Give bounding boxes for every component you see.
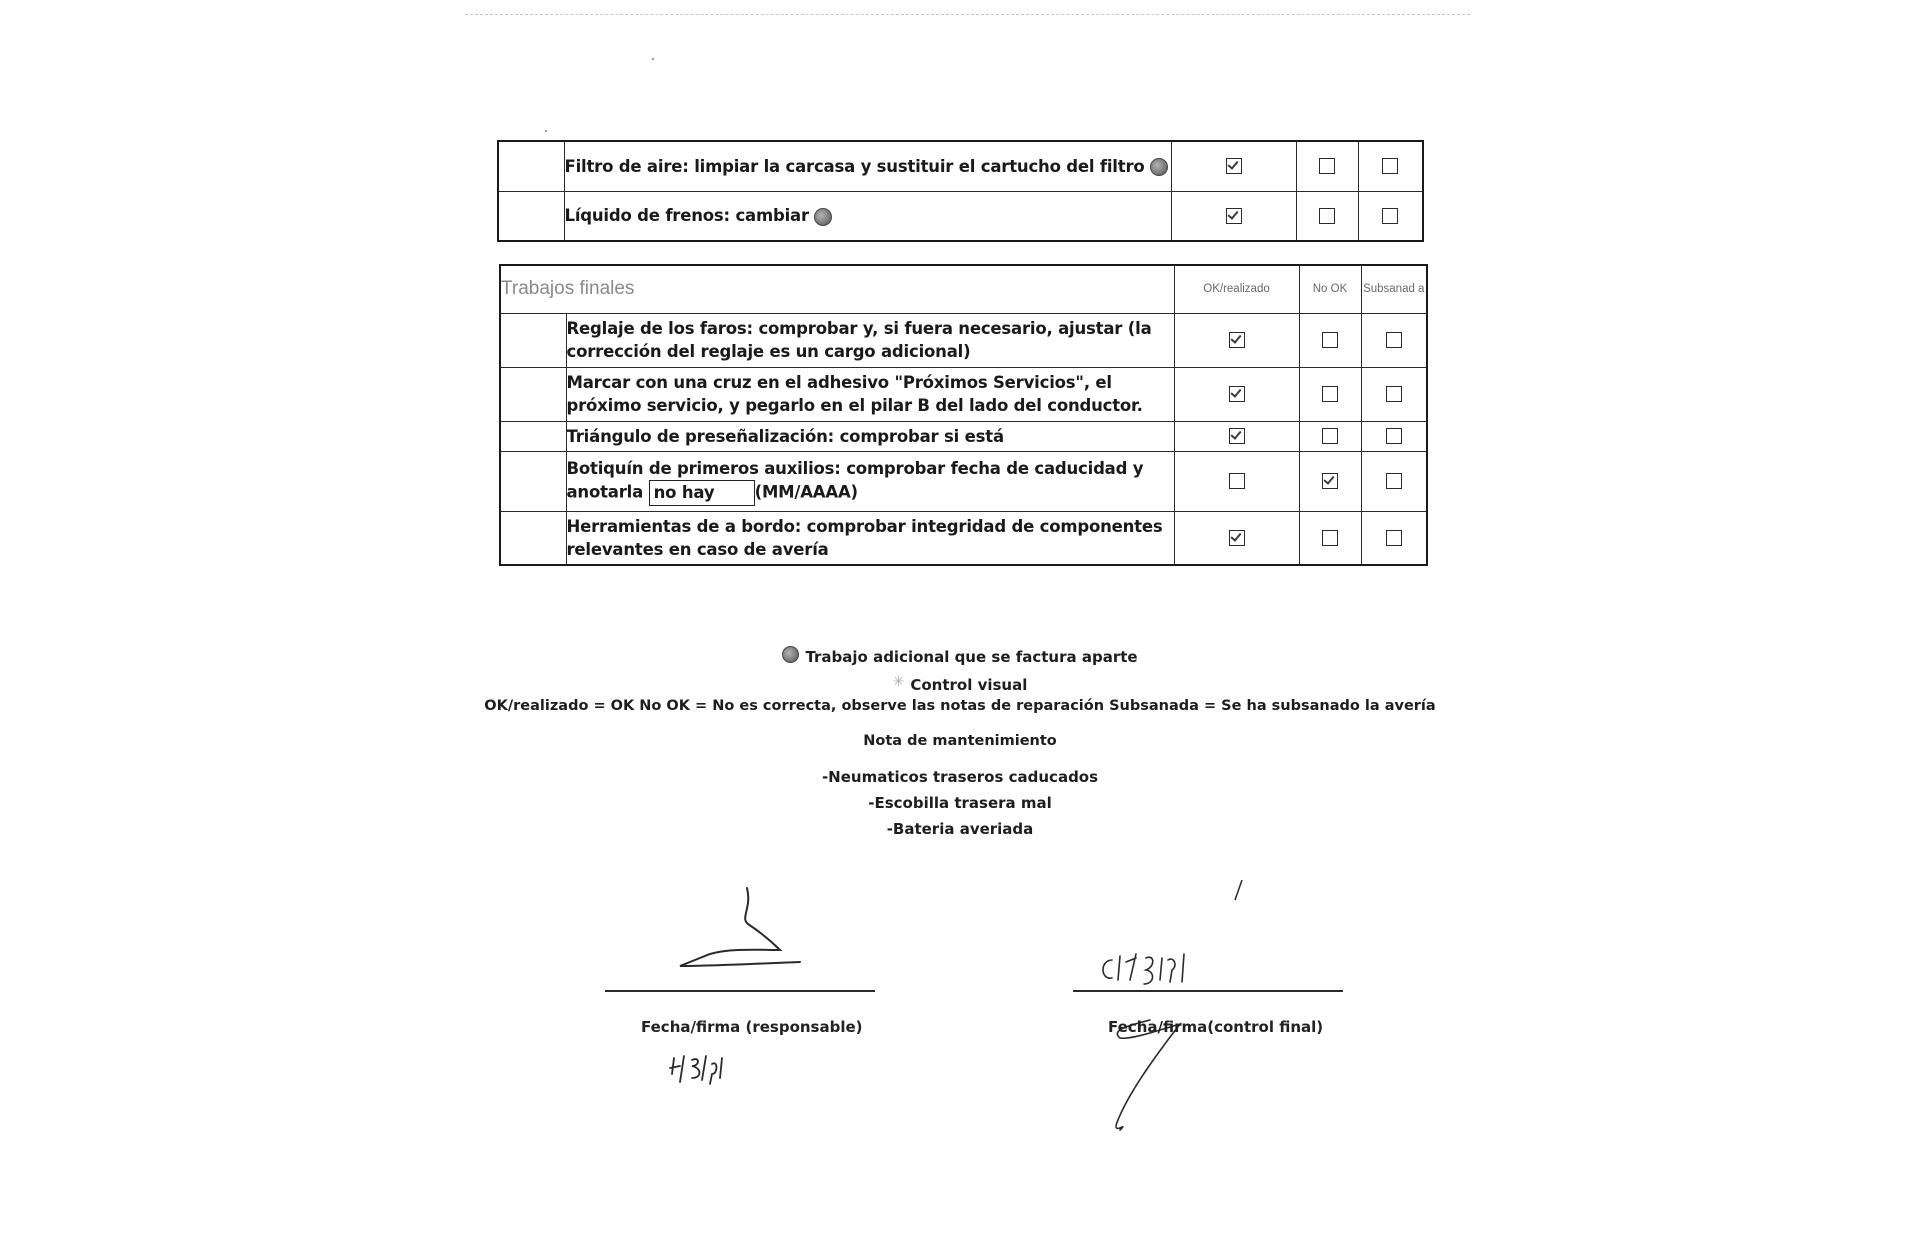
task-label: Botiquín de primeros auxilios: comprobar fecha de caducidad y anotarla — [566, 458, 1144, 501]
ok-checkbox[interactable] — [1229, 473, 1245, 489]
row-blank-cell — [498, 141, 564, 191]
page-top-rule — [465, 14, 1470, 15]
task-label: Reglaje de los faros: comprobar y, si fuera necesario, ajustar (la corrección del reglaje es un cargo adicional) — [566, 313, 1174, 367]
ok-checkbox[interactable] — [1226, 208, 1242, 224]
final-control-signature — [1090, 880, 1240, 1140]
maintenance-note-item: -Bateria averiada — [886, 820, 1034, 838]
task-label: Triángulo de preseñalización: comprobar si está — [566, 421, 1174, 451]
subsanada-checkbox[interactable] — [1386, 473, 1402, 489]
col-header-subsanada: Subsanad a — [1361, 265, 1427, 313]
responsible-caption: Fecha/firma (responsable) — [641, 1018, 863, 1036]
ok-checkbox[interactable] — [1229, 386, 1245, 402]
subsanada-checkbox[interactable] — [1386, 530, 1402, 546]
task-label: Filtro de aire: limpiar la carcasa y sustituir el cartucho del filtro — [564, 156, 1145, 176]
no-ok-checkbox[interactable] — [1322, 530, 1338, 546]
table-header-row — [500, 265, 1427, 313]
final-control-caption: Fecha/firma(control final) — [1108, 1018, 1324, 1036]
no-ok-checkbox[interactable] — [1319, 158, 1335, 174]
expiry-date-field[interactable]: no hay — [649, 480, 755, 506]
responsible-date-handwritten — [668, 1052, 748, 1092]
legend-key: OK/realizado = OK No OK = No es correcta, observe las notas de reparación Subsanada = Se ha subsanado la avería — [484, 698, 1436, 714]
no-ok-checkbox[interactable] — [1322, 332, 1338, 348]
scan-speck — [545, 130, 547, 132]
legend-visual-control-text: Control visual — [910, 676, 1028, 694]
subsanada-checkbox[interactable] — [1386, 386, 1402, 402]
no-ok-checkbox[interactable] — [1322, 473, 1338, 489]
extra-charge-icon — [782, 646, 799, 663]
final-control-signature-line — [1073, 990, 1343, 992]
col-header-no-ok: No OK — [1299, 265, 1361, 313]
row-blank-cell — [498, 191, 564, 241]
visual-control-icon: ✳ — [892, 674, 905, 690]
table-row — [500, 421, 1427, 451]
task-label: Líquido de frenos: cambiar — [564, 206, 809, 226]
maintenance-note-item: -Neumaticos traseros caducados — [821, 768, 1099, 786]
ok-checkbox[interactable] — [1226, 158, 1242, 174]
no-ok-checkbox[interactable] — [1322, 386, 1338, 402]
maintenance-note-title: Nota de mantenimiento — [863, 733, 1057, 749]
legend-extra-work — [0, 648, 1920, 666]
final-work-table — [499, 264, 1428, 566]
date-format-label: (MM/AAAA) — [754, 482, 858, 501]
table-row — [500, 451, 1427, 511]
task-label: Herramientas de a bordo: comprobar integridad de componentes relevantes en caso de avería — [566, 511, 1174, 565]
subsanada-checkbox[interactable] — [1382, 158, 1398, 174]
ok-checkbox[interactable] — [1229, 428, 1245, 444]
extra-charge-icon — [1150, 158, 1168, 176]
no-ok-checkbox[interactable] — [1319, 208, 1335, 224]
maintenance-table-1 — [497, 140, 1424, 242]
row-blank-cell — [500, 367, 566, 421]
legend-visual-control — [0, 676, 1920, 694]
row-blank-cell — [500, 313, 566, 367]
subsanada-checkbox[interactable] — [1386, 428, 1402, 444]
extra-charge-icon — [814, 208, 832, 226]
table-row — [498, 141, 1423, 191]
no-ok-checkbox[interactable] — [1322, 428, 1338, 444]
task-cell — [564, 141, 1171, 191]
table-row — [500, 511, 1427, 565]
subsanada-checkbox[interactable] — [1382, 208, 1398, 224]
col-header-ok: OK/realizado — [1174, 265, 1299, 313]
subsanada-checkbox[interactable] — [1386, 332, 1402, 348]
table-row — [500, 367, 1427, 421]
responsible-signature-line — [605, 990, 875, 992]
task-cell — [564, 191, 1171, 241]
maintenance-note-item: -Escobilla trasera mal — [868, 794, 1052, 812]
ok-checkbox[interactable] — [1229, 332, 1245, 348]
task-cell — [566, 451, 1174, 511]
table-row — [500, 313, 1427, 367]
scan-speck — [652, 58, 654, 60]
task-label: Marcar con una cruz en el adhesivo "Próximos Servicios", el próximo servicio, y pegarlo en el pilar B del lado del conductor. — [566, 367, 1174, 421]
responsible-signature — [670, 880, 810, 980]
row-blank-cell — [500, 451, 566, 511]
row-blank-cell — [500, 511, 566, 565]
ok-checkbox[interactable] — [1229, 530, 1245, 546]
final-work-title: Trabajos finales — [500, 265, 1174, 313]
table-row — [498, 191, 1423, 241]
row-blank-cell — [500, 421, 566, 451]
legend-extra-work-text: Trabajo adicional que se factura aparte — [805, 648, 1138, 666]
